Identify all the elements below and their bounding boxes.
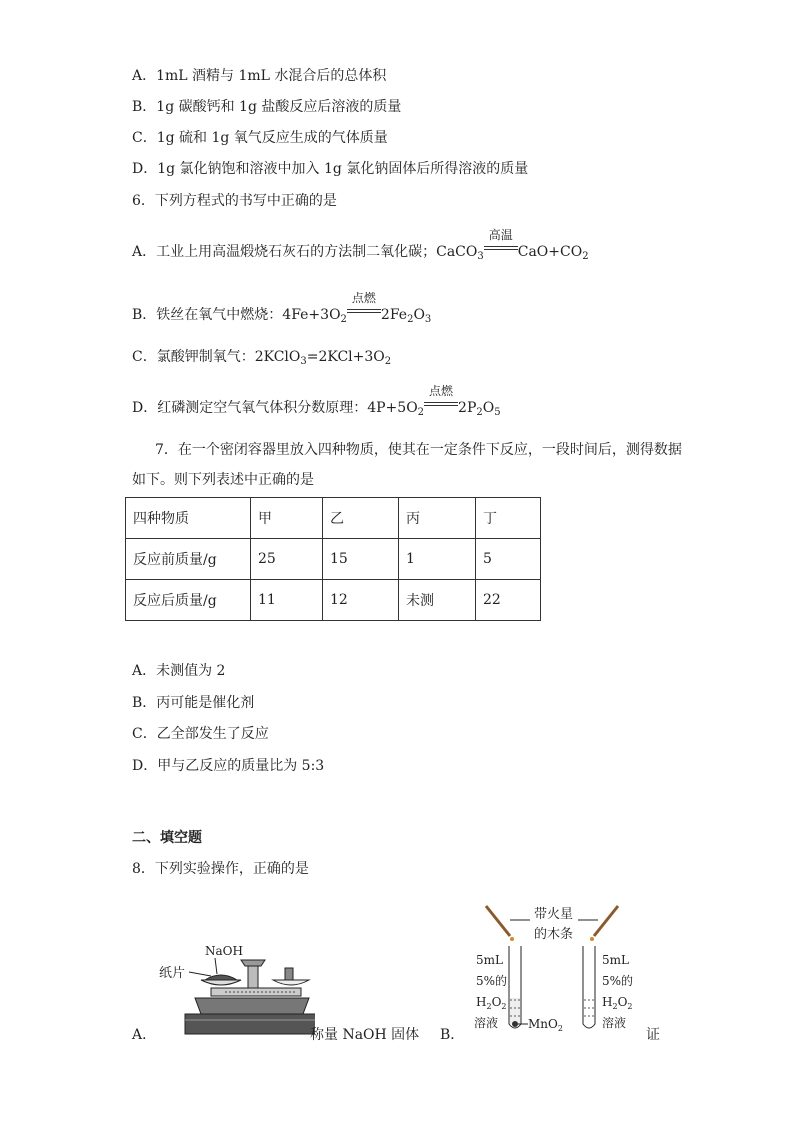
q8-option-b-tail: 证	[646, 1027, 660, 1043]
mno2-label: MnO$_2$	[528, 1017, 563, 1033]
q7-stem-line1: 7．在一个密闭容器里放入四种物质，使其在一定条件下反应，一段时间后，测得数据	[155, 442, 682, 458]
table-cell: 5	[476, 539, 541, 580]
right-volume-label: 5mL	[602, 953, 629, 967]
reaction-condition: 点燃	[424, 394, 458, 412]
paper-label: 纸片	[159, 966, 186, 981]
q7-option-a: A．未测值为 2	[132, 663, 226, 679]
q8-option-a-caption: 称量 NaOH 固体	[310, 1027, 420, 1043]
splint-label-2: 的木条	[534, 927, 574, 942]
right-conc-label: 5%的	[602, 974, 634, 988]
q8-option-a-label: A．	[132, 1027, 157, 1043]
q6-option-b: B．铁丝在氧气中燃烧：$4Fe+3O_2$ 点燃 $2Fe_2O_3$	[132, 291, 432, 325]
q7-option-c: C．乙全部发生了反应	[132, 726, 269, 742]
naoh-label: NaOH	[205, 944, 243, 958]
q8-option-b-label: B．	[440, 1027, 465, 1043]
q6-option-a: A．工业上用高温煅烧石灰石的方法制二氧化碳；CaCO$_3$ 高温 $CaO+CO_2$	[132, 228, 589, 262]
q8-stem: 8．下列实验操作，正确的是	[132, 861, 309, 877]
left-solution-label: 溶液	[474, 1016, 499, 1030]
table-cell: 12	[323, 580, 399, 621]
q7-stem-line2: 如下。则下列表述中正确的是	[132, 472, 314, 488]
q5-option-d: D．1g 氯化钠饱和溶液中加入 1g 氯化钠固体后所得溶液的质量	[132, 161, 529, 177]
splint-label: 带火星	[534, 907, 574, 922]
table-cell: 丙	[399, 498, 476, 539]
table-cell: 甲	[251, 498, 323, 539]
table-cell: 四种物质	[126, 498, 251, 539]
q7-option-b: B．丙可能是催化剂	[132, 695, 255, 711]
q6-stem: 6．下列方程式的书写中正确的是	[132, 193, 337, 209]
balance-figure	[155, 940, 315, 1040]
q5-option-b: B．1g 碳酸钙和 1g 盐酸反应后溶液的质量	[132, 99, 402, 115]
q6-option-d: D．红磷测定空气氧气体积分数原理：$4P+5O_2$ 点燃 $2P_2O_5$	[132, 384, 501, 418]
table-cell: 25	[251, 539, 323, 580]
table-cell: 反应前质量/g	[126, 539, 251, 580]
left-conc-label: 5%的	[476, 974, 508, 988]
table-cell: 1	[399, 539, 476, 580]
section-heading: 二、填空题	[132, 830, 202, 846]
table-header-row	[126, 498, 541, 539]
q7-option-d: D．甲与乙反应的质量比为 5:3	[132, 758, 325, 774]
table-row	[126, 580, 541, 621]
table-cell: 22	[476, 580, 541, 621]
right-h2o2-label: $H_2O_2$	[602, 995, 633, 1011]
table-cell: 15	[323, 539, 399, 580]
table-cell: 乙	[323, 498, 399, 539]
table-cell: 反应后质量/g	[126, 580, 251, 621]
reaction-condition: 点燃	[347, 301, 381, 319]
left-volume-label: 5mL	[476, 953, 503, 967]
table-cell: 未测	[399, 580, 476, 621]
q5-option-c: C．1g 硫和 1g 氧气反应生成的气体质量	[132, 130, 388, 146]
q6-option-c: C．氯酸钾制氧气：$2KClO_3=2KCl+3O_2$	[132, 349, 392, 367]
data-table	[125, 497, 541, 621]
right-solution-label: 溶液	[602, 1016, 627, 1030]
table-cell: 丁	[476, 498, 541, 539]
reaction-condition: 高温	[484, 238, 518, 256]
table-cell: 11	[251, 580, 323, 621]
test-tubes-figure	[468, 900, 648, 1040]
table-row	[126, 539, 541, 580]
q5-option-a: A．1mL 酒精与 1mL 水混合后的总体积	[132, 68, 387, 84]
left-h2o2-label: $H_2O_2$	[476, 995, 507, 1011]
